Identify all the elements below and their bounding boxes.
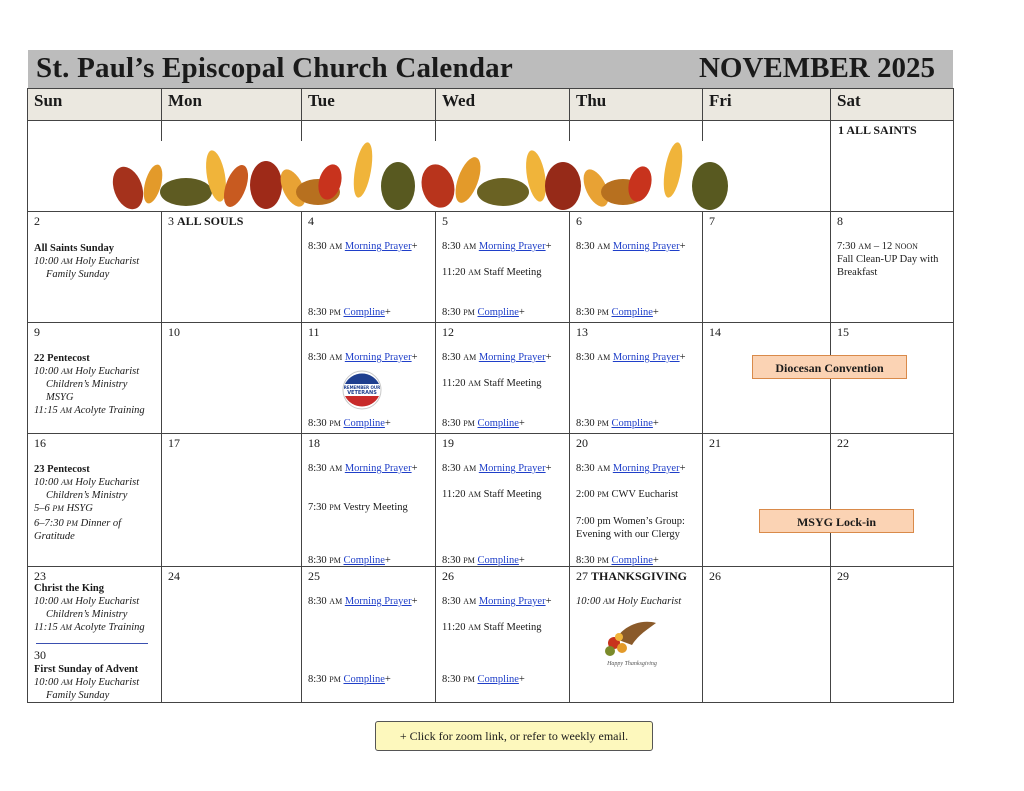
column-tick xyxy=(435,121,436,141)
compline-event: 8:30 PM Compline+ xyxy=(576,307,659,318)
day-1-all-saints: 1 ALL SAINTS xyxy=(838,123,917,137)
morning-prayer-event: 8:30 AM Morning Prayer+ xyxy=(442,463,552,474)
day-cell-23: 23 Christ the King 10:00 AM Holy Eucharist Children’s Ministry 11:15 AM Acolyte Training 30 First Sunday of Advent 10:00 AM Holy Eucharist Family Sunday xyxy=(28,567,162,702)
morning-prayer-link[interactable]: Morning Prayer xyxy=(344,596,412,607)
compline-event: 8:30 PM Compline+ xyxy=(442,555,525,566)
calendar-title-bar xyxy=(28,50,953,88)
day-30-number: 30 xyxy=(34,648,46,662)
morning-prayer-event: 8:30 AM Morning Prayer+ xyxy=(308,596,418,607)
column-tick xyxy=(702,121,703,141)
compline-link[interactable]: Compline xyxy=(477,307,519,318)
compline-link[interactable]: Compline xyxy=(611,307,653,318)
morning-prayer-link[interactable]: Morning Prayer xyxy=(612,463,680,474)
compline-link[interactable]: Compline xyxy=(477,555,519,566)
day-cell-26: 26 8:30 AM Morning Prayer+ 11:20 AM Staff Meeting 8:30 PM Compline+ xyxy=(436,567,570,702)
morning-prayer-event: 8:30 AM Morning Prayer+ xyxy=(308,463,418,474)
event-line: Family Sunday xyxy=(46,690,110,701)
womens-group-event: 7:00 pm Women’s Group: xyxy=(576,516,685,527)
day-cell-27: 27 THANKSGIVING 10:00 AM Holy Eucharist Happy Thanksgiving xyxy=(570,567,703,702)
event-line: 10:00 AM Holy Eucharist xyxy=(34,256,140,267)
morning-prayer-event: 8:30 AM Morning Prayer+ xyxy=(308,352,418,363)
autumn-leaves-illustration xyxy=(108,140,733,210)
cwv-eucharist-event: 2:00 PM CWV Eucharist xyxy=(576,489,679,500)
morning-prayer-link[interactable]: Morning Prayer xyxy=(344,241,412,252)
staff-meeting-event: 11:20 AM Staff Meeting xyxy=(442,267,542,278)
morning-prayer-event: 8:30 AM Morning Prayer+ xyxy=(442,596,552,607)
compline-event: 8:30 PM Compline+ xyxy=(308,555,391,566)
staff-meeting-event: 11:20 AM Staff Meeting xyxy=(442,622,542,633)
event-title: First Sunday of Advent xyxy=(34,664,139,675)
event-line: Children’s Ministry xyxy=(46,609,128,620)
compline-link[interactable]: Compline xyxy=(611,418,653,429)
morning-prayer-event: 8:30 AM Morning Prayer+ xyxy=(442,352,552,363)
event-line: Family Sunday xyxy=(46,269,110,280)
day-cell-16: 16 23 Pentecost 10:00 AM Holy Eucharist Children’s Ministry 5–6 PM HSYG 6–7:30 PM Dinner of Gratitude xyxy=(28,434,162,567)
event-title: 23 Pentecost xyxy=(34,464,90,475)
day-cell-21: 21 xyxy=(703,434,831,567)
weekday-header-sun: Sun xyxy=(28,89,162,120)
event-line: 10:00 AM Holy Eucharist xyxy=(34,477,140,488)
compline-event: 8:30 PM Compline+ xyxy=(576,418,659,429)
svg-text:REMEMBER OUR: REMEMBER OUR xyxy=(343,385,381,390)
event-line: Children’s Ministry xyxy=(46,490,128,501)
header-divider xyxy=(28,120,953,121)
compline-link[interactable]: Compline xyxy=(477,418,519,429)
compline-event: 8:30 PM Compline+ xyxy=(308,674,391,685)
compline-link[interactable]: Compline xyxy=(343,555,385,566)
day-cell-20: 20 8:30 AM Morning Prayer+ 2:00 PM CWV Eucharist 7:00 pm Women’s Group: Evening with our Clergy 8:30 PM Compline+ xyxy=(570,434,703,567)
compline-link[interactable]: Compline xyxy=(611,555,653,566)
event-line: 10:00 AM Holy Eucharist xyxy=(34,677,140,688)
weekday-header-tue: Tue xyxy=(302,89,436,120)
page-title: St. Paul’s Episcopal Church Calendar xyxy=(36,52,513,84)
event-line: Fall Clean-UP Day with xyxy=(837,254,939,265)
day-cell-8: 8 7:30 AM – 12 NOON Fall Clean-UP Day with Breakfast xyxy=(831,212,953,323)
day-cell-22: 22 xyxy=(831,434,953,567)
day-cell-12: 12 8:30 AM Morning Prayer+ 11:20 AM Staff Meeting 8:30 PM Compline+ xyxy=(436,323,570,434)
morning-prayer-event: 8:30 AM Morning Prayer+ xyxy=(576,463,686,474)
day-cell-5: 5 8:30 AM Morning Prayer+ 11:20 AM Staff Meeting 8:30 PM Compline+ xyxy=(436,212,570,323)
compline-link[interactable]: Compline xyxy=(477,674,519,685)
event-line: MSYG xyxy=(46,392,74,403)
day-cell-14: 14 xyxy=(703,323,831,434)
day-cell-7: 7 xyxy=(703,212,831,323)
morning-prayer-link[interactable]: Morning Prayer xyxy=(612,241,680,252)
day-cell-19: 19 8:30 AM Morning Prayer+ 11:20 AM Staff Meeting 8:30 PM Compline+ xyxy=(436,434,570,567)
morning-prayer-link[interactable]: Morning Prayer xyxy=(344,463,412,474)
day-cell-18: 18 8:30 AM Morning Prayer+ 7:30 PM Vestry Meeting 8:30 PM Compline+ xyxy=(302,434,436,567)
compline-link[interactable]: Compline xyxy=(343,307,385,318)
day-cell-13: 13 8:30 AM Morning Prayer+ 8:30 PM Compline+ xyxy=(570,323,703,434)
day-cell-28: 26 xyxy=(703,567,831,702)
event-line: 10:00 AM Holy Eucharist xyxy=(34,366,140,377)
morning-prayer-link[interactable]: Morning Prayer xyxy=(478,352,546,363)
day-cell-15: 15 xyxy=(831,323,953,434)
staff-meeting-event: 11:20 AM Staff Meeting xyxy=(442,489,542,500)
compline-event: 8:30 PM Compline+ xyxy=(308,307,391,318)
leaf-cluster-icon xyxy=(108,141,728,210)
day-cell-9: 9 22 Pentecost 10:00 AM Holy Eucharist Children’s Ministry MSYG 11:15 AM Acolyte Training xyxy=(28,323,162,434)
day-cell-2: 2 All Saints Sunday 10:00 AM Holy Eucharist Family Sunday xyxy=(28,212,162,323)
weekday-header-sat: Sat xyxy=(831,89,953,120)
morning-prayer-link[interactable]: Morning Prayer xyxy=(612,352,680,363)
msyg-lock-in-banner: MSYG Lock-in xyxy=(759,509,914,533)
month-title: NOVEMBER 2025 xyxy=(698,52,935,84)
womens-group-event: Evening with our Clergy xyxy=(576,529,680,540)
compline-event: 8:30 PM Compline+ xyxy=(442,674,525,685)
day-cell-6: 6 8:30 AM Morning Prayer+ 8:30 PM Compline+ xyxy=(570,212,703,323)
event-title: 22 Pentecost xyxy=(34,353,90,364)
event-line: 5–6 PM HSYG xyxy=(34,503,93,514)
day-cell-25: 25 8:30 AM Morning Prayer+ 8:30 PM Compline+ xyxy=(302,567,436,702)
event-line: 11:15 AM Acolyte Training xyxy=(34,622,145,633)
column-tick xyxy=(161,121,162,141)
day-divider xyxy=(36,643,148,644)
weekday-header-fri: Fri xyxy=(703,89,831,120)
svg-text:VETERANS: VETERANS xyxy=(347,390,377,396)
morning-prayer-link[interactable]: Morning Prayer xyxy=(344,352,412,363)
cornucopia-icon xyxy=(602,615,662,661)
event-line: Breakfast xyxy=(837,267,878,278)
event-line: 10:00 AM Holy Eucharist xyxy=(576,596,682,607)
morning-prayer-link[interactable]: Morning Prayer xyxy=(478,596,546,607)
column-tick xyxy=(301,121,302,141)
morning-prayer-link[interactable]: Morning Prayer xyxy=(478,241,546,252)
compline-event: 8:30 PM Compline+ xyxy=(576,555,659,566)
weekday-header-thu: Thu xyxy=(570,89,703,120)
compline-link[interactable]: Compline xyxy=(343,418,385,429)
event-line: 6–7:30 PM Dinner of xyxy=(34,518,122,529)
happy-thanksgiving-caption: Happy Thanksgiving xyxy=(607,661,657,667)
zoom-link-note[interactable]: + Click for zoom link, or refer to weekly email. xyxy=(375,721,653,751)
compline-event: 8:30 PM Compline+ xyxy=(308,418,391,429)
vestry-meeting-event: 7:30 PM Vestry Meeting xyxy=(308,502,408,513)
event-line: Gratitude xyxy=(34,531,75,542)
day-cell-10: 10 xyxy=(162,323,302,434)
veterans-badge-icon xyxy=(342,370,382,410)
event-title: All Saints Sunday xyxy=(34,243,114,254)
compline-event: 8:30 PM Compline+ xyxy=(442,307,525,318)
morning-prayer-event: 8:30 AM Morning Prayer+ xyxy=(308,241,418,252)
compline-link[interactable]: Compline xyxy=(343,674,385,685)
day-cell-4: 4 8:30 AM Morning Prayer+ 8:30 PM Compline+ xyxy=(302,212,436,323)
column-line xyxy=(830,121,831,212)
day-cell-17: 17 xyxy=(162,434,302,567)
day-cell-3: 3 ALL SOULS xyxy=(162,212,302,323)
morning-prayer-event: 8:30 AM Morning Prayer+ xyxy=(576,352,686,363)
event-title: Christ the King xyxy=(34,583,105,594)
morning-prayer-event: 8:30 AM Morning Prayer+ xyxy=(442,241,552,252)
compline-event: 8:30 PM Compline+ xyxy=(442,418,525,429)
weekday-header-wed: Wed xyxy=(436,89,570,120)
staff-meeting-event: 11:20 AM Staff Meeting xyxy=(442,378,542,389)
event-line: Children’s Ministry xyxy=(46,379,128,390)
event-line: 11:15 AM Acolyte Training xyxy=(34,405,145,416)
morning-prayer-link[interactable]: Morning Prayer xyxy=(478,463,546,474)
event-line: 7:30 AM – 12 NOON xyxy=(837,241,918,252)
column-tick xyxy=(569,121,570,141)
day-cell-24: 24 xyxy=(162,567,302,702)
event-line: 10:00 AM Holy Eucharist xyxy=(34,596,140,607)
day-cell-29: 29 xyxy=(837,569,849,583)
weekday-header-mon: Mon xyxy=(162,89,302,120)
diocesan-convention-banner: Diocesan Convention xyxy=(752,355,907,379)
day-cell-11: 11 8:30 AM Morning Prayer+ REMEMBER OUR VETERANS 8:30 PM Compline+ xyxy=(302,323,436,434)
morning-prayer-event: 8:30 AM Morning Prayer+ xyxy=(576,241,686,252)
